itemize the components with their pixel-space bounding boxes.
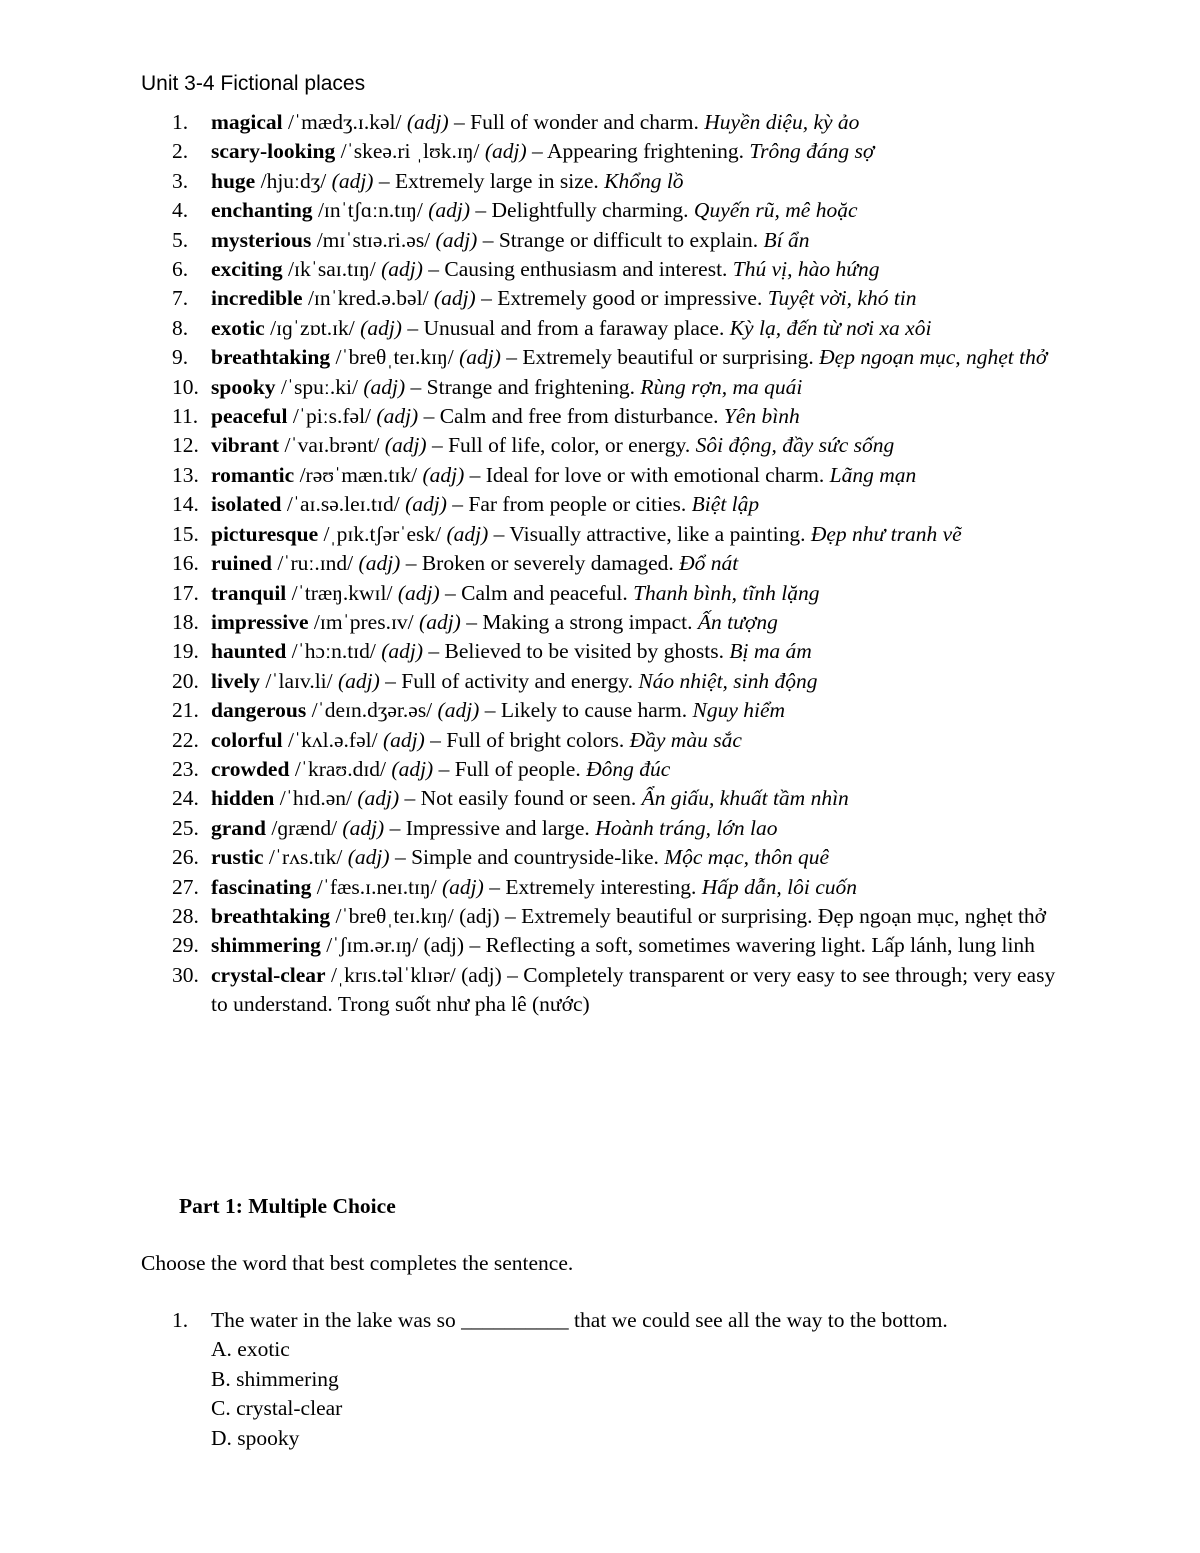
vocab-number: 4. bbox=[172, 198, 189, 223]
option-a: A. exotic bbox=[211, 1337, 290, 1362]
vocab-translation: Thanh bình, tĩnh lặng bbox=[633, 580, 820, 605]
vocab-item bbox=[0, 196, 1061, 225]
vocab-word: ruined bbox=[211, 551, 272, 576]
vocab-item bbox=[0, 902, 1061, 931]
vocab-item bbox=[0, 961, 1061, 1020]
vocab-part-of-speech: (adj) bbox=[428, 198, 470, 223]
vocab-translation: Biệt lập bbox=[691, 492, 760, 517]
vocab-definition: – Broken or severely damaged. bbox=[405, 551, 674, 576]
vocab-part-of-speech: (adj) bbox=[360, 315, 402, 340]
vocab-number: 26. bbox=[172, 845, 199, 870]
vocab-ipa: /ˌkrɪs.təlˈklɪər/ bbox=[330, 962, 456, 987]
vocab-item bbox=[0, 373, 1061, 402]
vocab-part-of-speech: (adj) bbox=[338, 668, 380, 693]
vocab-item bbox=[0, 755, 1061, 784]
answer-blank: __________ bbox=[461, 1308, 569, 1332]
vocab-number: 15. bbox=[172, 521, 199, 546]
vocab-item bbox=[0, 167, 1061, 196]
vocab-ipa: /ˈbreθˌteɪ.kɪŋ/ bbox=[335, 903, 454, 928]
vocab-definition: – Strange or difficult to explain. bbox=[482, 227, 759, 252]
vocab-word: fascinating bbox=[211, 874, 312, 899]
vocab-part-of-speech: (adj) bbox=[376, 404, 419, 429]
vocab-number: 9. bbox=[172, 345, 189, 370]
vocab-number: 25. bbox=[172, 815, 199, 840]
vocab-item bbox=[0, 814, 1061, 843]
vocab-part-of-speech: (adj) bbox=[459, 903, 500, 928]
vocab-item bbox=[0, 343, 1061, 372]
vocab-definition: – Simple and countryside-like. bbox=[394, 845, 659, 870]
vocab-number: 3. bbox=[172, 168, 189, 193]
vocab-translation: Đầy màu sắc bbox=[629, 727, 742, 752]
vocab-definition: – Making a strong impact. bbox=[466, 609, 693, 634]
vocab-definition: – Visually attractive, like a painting. bbox=[493, 521, 806, 546]
vocab-word: exciting bbox=[211, 257, 283, 282]
vocab-definition: – Calm and free from disturbance. bbox=[423, 404, 719, 429]
vocab-ipa: /ˈlaɪv.li/ bbox=[265, 668, 333, 693]
vocab-item bbox=[0, 931, 1061, 960]
vocab-item bbox=[0, 873, 1061, 902]
vocab-item bbox=[0, 726, 1061, 755]
vocab-item bbox=[0, 461, 1061, 490]
vocab-part-of-speech: (adj) bbox=[358, 551, 401, 576]
vocab-ipa: /hjuːdʒ/ bbox=[260, 168, 327, 193]
vocab-word: enchanting bbox=[211, 198, 313, 223]
vocab-translation: Kỳ lạ, đến từ nơi xa xôi bbox=[729, 315, 932, 340]
vocab-word: colorful bbox=[211, 727, 283, 752]
vocab-ipa: /ˈskeə.ri ˌlʊk.ɪŋ/ bbox=[340, 139, 480, 164]
vocab-word: shimmering bbox=[211, 933, 321, 958]
vocab-part-of-speech: (adj) bbox=[347, 845, 390, 870]
vocab-number: 11. bbox=[172, 404, 199, 429]
vocab-ipa: /ˈbreθˌteɪ.kɪŋ/ bbox=[335, 345, 454, 370]
vocab-word: picturesque bbox=[211, 521, 319, 546]
vocab-ipa: /ˈruː.ɪnd/ bbox=[277, 551, 354, 576]
vocab-translation: Đẹp ngoạn mục, nghẹt thở bbox=[819, 345, 1048, 370]
vocab-part-of-speech: (adj) bbox=[381, 639, 424, 664]
question-stem-after: that we could see all the way to the bottom. bbox=[574, 1308, 948, 1332]
document-title: Unit 3-4 Fictional places bbox=[141, 72, 366, 95]
vocab-ipa: /ˈspuː.ki/ bbox=[280, 374, 358, 399]
vocab-word: grand bbox=[211, 815, 266, 840]
vocab-translation: Bí ẩn bbox=[763, 227, 810, 252]
vocab-part-of-speech: (adj) bbox=[419, 609, 461, 634]
vocab-number: 13. bbox=[172, 462, 199, 487]
vocab-translation: Ấn tượng bbox=[697, 609, 778, 634]
vocab-item bbox=[0, 843, 1061, 872]
vocab-translation: Náo nhiệt, sinh động bbox=[638, 668, 818, 693]
vocab-ipa: /ˈtræŋ.kwɪl/ bbox=[291, 580, 393, 605]
vocab-definition: – Delightfully charming. bbox=[475, 198, 689, 223]
vocab-word: breathtaking bbox=[211, 903, 331, 928]
vocab-item bbox=[0, 226, 1061, 255]
vocab-word: spooky bbox=[211, 374, 276, 399]
vocab-translation: Đẹp ngoạn mục, nghẹt thở bbox=[817, 903, 1047, 928]
vocab-ipa: /ˈdeɪn.dʒər.əs/ bbox=[311, 698, 433, 723]
vocab-translation: Hoành tráng, lớn lao bbox=[595, 815, 778, 840]
vocab-word: rustic bbox=[211, 845, 264, 870]
vocab-part-of-speech: (adj) bbox=[382, 727, 425, 752]
vocab-part-of-speech: (adj) bbox=[435, 227, 478, 252]
vocab-number: 8. bbox=[172, 315, 189, 340]
vocab-number: 16. bbox=[172, 551, 199, 576]
vocab-part-of-speech: (adj) bbox=[484, 139, 527, 164]
vocab-part-of-speech: (adj) bbox=[446, 521, 489, 546]
vocab-word: huge bbox=[211, 168, 256, 193]
vocab-definition: – Far from people or cities. bbox=[452, 492, 687, 517]
vocab-word: exotic bbox=[211, 315, 265, 340]
vocab-ipa: /ˈhɪd.ən/ bbox=[279, 786, 352, 811]
vocab-item bbox=[0, 431, 1061, 460]
vocab-translation: Huyền diệu, kỳ ảo bbox=[704, 110, 860, 134]
vocab-number: 22. bbox=[172, 727, 199, 752]
vocab-word: peaceful bbox=[211, 404, 288, 429]
vocab-number: 24. bbox=[172, 786, 199, 811]
vocab-ipa: /ˈrʌs.tɪk/ bbox=[268, 845, 343, 870]
vocab-definition: – Extremely large in size. bbox=[378, 168, 599, 193]
vocab-ipa: /ˌpɪk.tʃərˈesk/ bbox=[323, 521, 442, 546]
vocab-definition: – Completely transparent or very easy to see through; very easy to understand. bbox=[211, 962, 1056, 1017]
vocab-ipa: /mɪˈstɪə.ri.əs/ bbox=[316, 227, 431, 252]
question-stem-before: The water in the lake was so bbox=[211, 1308, 456, 1332]
vocab-part-of-speech: (adj) bbox=[442, 874, 484, 899]
vocab-item bbox=[0, 637, 1061, 666]
question-number: 1. bbox=[172, 1308, 189, 1332]
vocab-number: 14. bbox=[172, 492, 199, 517]
vocab-translation: Hấp dẫn, lôi cuốn bbox=[701, 874, 858, 899]
instruction-text: Choose the word that best completes the sentence. bbox=[141, 1251, 574, 1275]
vocab-part-of-speech: (adj) bbox=[331, 168, 374, 193]
vocab-translation: Nguy hiểm bbox=[692, 698, 786, 723]
vocab-translation: Tuyệt vời, khó tin bbox=[767, 286, 917, 311]
vocab-item bbox=[0, 696, 1061, 725]
vocab-number: 19. bbox=[172, 639, 199, 664]
vocab-part-of-speech: (adj) bbox=[459, 345, 501, 370]
vocab-definition: – Full of bright colors. bbox=[430, 727, 625, 752]
vocab-part-of-speech: (adj) bbox=[363, 374, 406, 399]
vocab-word: tranquil bbox=[211, 580, 287, 605]
vocab-definition: – Not easily found or seen. bbox=[404, 786, 637, 811]
vocab-part-of-speech: (adj) bbox=[433, 286, 476, 311]
part-title: Part 1: Multiple Choice bbox=[179, 1194, 396, 1218]
vocab-number: 5. bbox=[172, 227, 189, 252]
vocab-item bbox=[0, 255, 1061, 284]
vocab-translation: Trong suốt như pha lê (nước) bbox=[337, 992, 590, 1017]
vocab-number: 23. bbox=[172, 756, 199, 781]
vocab-translation: Ẩn giấu, khuất tầm nhìn bbox=[641, 786, 849, 811]
vocab-part-of-speech: (adj) bbox=[357, 786, 400, 811]
vocab-word: scary-looking bbox=[211, 139, 336, 164]
vocab-definition: – Full of wonder and charm. bbox=[454, 110, 699, 134]
vocab-number: 12. bbox=[172, 433, 199, 458]
vocab-word: lively bbox=[211, 668, 260, 693]
vocabulary-list bbox=[0, 108, 1061, 1020]
vocab-word: hidden bbox=[211, 786, 275, 811]
vocab-translation: Rùng rợn, ma quái bbox=[640, 374, 803, 399]
vocab-item bbox=[0, 284, 1061, 313]
vocab-item bbox=[0, 608, 1061, 637]
question bbox=[0, 1306, 1031, 1453]
vocab-ipa: /ˈpiːs.fəl/ bbox=[292, 404, 372, 429]
vocab-ipa: /rəʊˈmæn.tɪk/ bbox=[299, 462, 418, 487]
vocab-number: 20. bbox=[172, 668, 199, 693]
vocab-ipa: /ˈfæs.ɪ.neɪ.tɪŋ/ bbox=[316, 874, 437, 899]
vocab-number: 10. bbox=[172, 374, 199, 399]
vocab-item bbox=[0, 784, 1061, 813]
vocab-translation: Quyến rũ, mê hoặc bbox=[693, 198, 858, 223]
vocab-word: crowded bbox=[211, 756, 290, 781]
vocab-number: 7. bbox=[172, 286, 189, 311]
vocab-definition: – Causing enthusiasm and interest. bbox=[428, 257, 728, 282]
vocab-ipa: /ˈkraʊ.dɪd/ bbox=[294, 756, 387, 781]
vocab-part-of-speech: (adj) bbox=[423, 933, 465, 958]
vocab-number: 6. bbox=[172, 257, 189, 282]
vocab-number: 30. bbox=[172, 962, 199, 987]
vocab-item bbox=[0, 108, 1061, 137]
vocab-translation: Yên bình bbox=[723, 404, 800, 429]
vocab-ipa: /ɪnˈtʃɑːn.tɪŋ/ bbox=[317, 198, 423, 223]
vocab-translation: Khổng lồ bbox=[604, 168, 684, 193]
vocab-word: romantic bbox=[211, 462, 295, 487]
vocab-definition: – Extremely beautiful or surprising. bbox=[505, 903, 813, 928]
vocab-ipa: /ɪnˈkred.ə.bəl/ bbox=[307, 286, 429, 311]
vocab-item bbox=[0, 549, 1061, 578]
vocab-item bbox=[0, 667, 1061, 696]
vocab-ipa: /ˈaɪ.sə.leɪ.tɪd/ bbox=[286, 492, 400, 517]
vocab-ipa: /ˈvaɪ.brənt/ bbox=[284, 433, 380, 458]
vocab-definition: – Extremely interesting. bbox=[489, 874, 697, 899]
vocab-definition: – Extremely beautiful or surprising. bbox=[506, 345, 814, 370]
vocab-definition: – Extremely good or impressive. bbox=[481, 286, 763, 311]
option-c: C. crystal-clear bbox=[211, 1396, 343, 1421]
vocab-translation: Lãng mạn bbox=[829, 462, 917, 487]
vocab-definition: – Likely to cause harm. bbox=[484, 698, 688, 723]
vocab-definition: – Full of activity and energy. bbox=[385, 668, 633, 693]
vocab-part-of-speech: (adj) bbox=[381, 257, 423, 282]
vocab-number: 17. bbox=[172, 580, 199, 605]
vocab-word: dangerous bbox=[211, 698, 307, 723]
vocab-number: 29. bbox=[172, 933, 199, 958]
vocab-definition: – Appearing frightening. bbox=[532, 139, 744, 164]
vocab-definition: – Ideal for love or with emotional charm. bbox=[469, 462, 825, 487]
vocab-item bbox=[0, 490, 1061, 519]
vocab-number: 1. bbox=[172, 110, 189, 134]
vocab-translation: Mộc mạc, thôn quê bbox=[664, 845, 830, 870]
vocab-part-of-speech: (adj) bbox=[422, 462, 465, 487]
vocab-number: 28. bbox=[172, 903, 199, 928]
vocab-translation: Đông đúc bbox=[586, 756, 671, 781]
vocab-part-of-speech: (adj) bbox=[342, 815, 385, 840]
vocab-translation: Đẹp như tranh vẽ bbox=[810, 521, 962, 546]
vocab-ipa: /ˈmædʒ.ɪ.kəl/ bbox=[288, 110, 402, 134]
vocab-definition: – Full of people. bbox=[438, 756, 581, 781]
vocab-item bbox=[0, 137, 1061, 166]
vocab-item bbox=[0, 579, 1061, 608]
vocab-definition: – Believed to be visited by ghosts. bbox=[428, 639, 725, 664]
vocab-word: incredible bbox=[211, 286, 303, 311]
vocab-definition: – Full of life, color, or energy. bbox=[431, 433, 691, 458]
vocab-definition: – Reflecting a soft, sometimes wavering light. bbox=[469, 933, 866, 958]
vocab-definition: – Impressive and large. bbox=[389, 815, 590, 840]
vocab-number: 2. bbox=[172, 139, 189, 164]
vocab-definition: – Unusual and from a faraway place. bbox=[407, 315, 725, 340]
vocab-word: impressive bbox=[211, 609, 309, 634]
vocab-definition: – Strange and frightening. bbox=[410, 374, 636, 399]
vocab-translation: Sôi động, đầy sức sống bbox=[695, 433, 895, 458]
vocab-part-of-speech: (adj) bbox=[461, 962, 502, 987]
vocab-part-of-speech: (adj) bbox=[397, 580, 440, 605]
vocab-word: mysterious bbox=[211, 227, 312, 252]
vocab-ipa: /ˈʃɪm.ər.ɪŋ/ bbox=[326, 933, 419, 958]
vocab-part-of-speech: (adj) bbox=[405, 492, 447, 517]
option-b: B. shimmering bbox=[211, 1366, 339, 1391]
vocab-word: vibrant bbox=[211, 433, 280, 458]
vocab-number: 18. bbox=[172, 609, 199, 634]
vocab-definition: – Calm and peaceful. bbox=[445, 580, 628, 605]
vocab-part-of-speech: (adj) bbox=[437, 698, 480, 723]
vocab-part-of-speech: (adj) bbox=[406, 110, 449, 134]
vocab-word: magical bbox=[211, 110, 283, 134]
vocab-translation: Bị ma ám bbox=[729, 639, 812, 664]
vocab-item bbox=[0, 402, 1061, 431]
vocab-word: isolated bbox=[211, 492, 282, 517]
vocab-word: crystal-clear bbox=[211, 962, 326, 987]
vocab-translation: Thú vị, hào hứng bbox=[732, 257, 880, 282]
vocab-ipa: /ˈhɔːn.tɪd/ bbox=[291, 639, 376, 664]
vocab-word: haunted bbox=[211, 639, 287, 664]
vocab-ipa: /ɡrænd/ bbox=[271, 815, 338, 840]
vocab-part-of-speech: (adj) bbox=[391, 756, 434, 781]
vocab-translation: Lấp lánh, lung linh bbox=[871, 933, 1035, 958]
vocab-part-of-speech: (adj) bbox=[384, 433, 427, 458]
vocab-number: 27. bbox=[172, 874, 199, 899]
vocab-translation: Trông đáng sợ bbox=[749, 139, 875, 164]
vocab-ipa: /ˈkʌl.ə.fəl/ bbox=[288, 727, 378, 752]
vocab-ipa: /ɪkˈsaɪ.tɪŋ/ bbox=[288, 257, 376, 282]
vocab-number: 21. bbox=[172, 698, 199, 723]
vocab-ipa: /ɪɡˈzɒt.ɪk/ bbox=[270, 315, 355, 340]
option-d: D. spooky bbox=[211, 1425, 300, 1450]
vocab-ipa: /ɪmˈpres.ɪv/ bbox=[313, 609, 414, 634]
vocab-word: breathtaking bbox=[211, 345, 331, 370]
vocab-item bbox=[0, 314, 1061, 343]
vocab-item bbox=[0, 520, 1061, 549]
vocab-translation: Đổ nát bbox=[679, 551, 739, 576]
